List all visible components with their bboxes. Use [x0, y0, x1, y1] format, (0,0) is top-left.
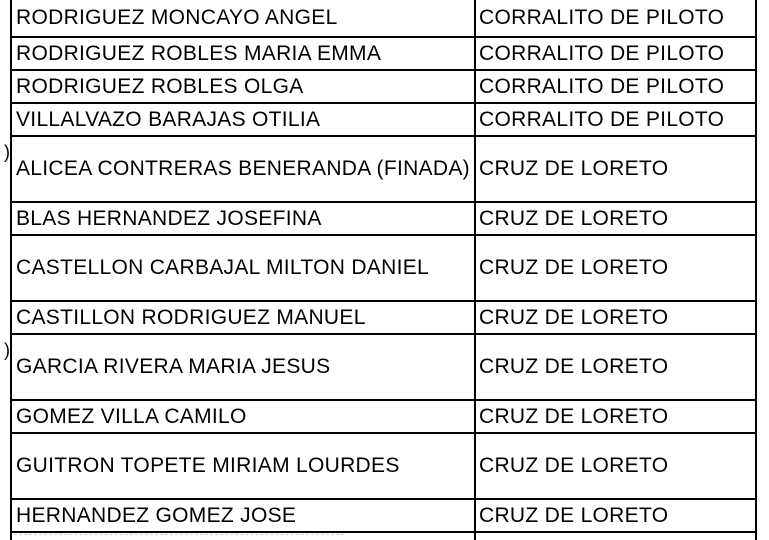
- locality-cell: CRUZ DE LORETO: [479, 503, 669, 527]
- stray-mark: ): [4, 340, 10, 360]
- table-row: [10, 236, 757, 302]
- table-row: [10, 434, 757, 500]
- locality-cell: CRUZ DE LORETO: [479, 355, 669, 378]
- name-cell: HERNANDEZ GOMEZ JOSE: [16, 503, 297, 527]
- locality-cell: CRUZ DE LORETO: [479, 404, 669, 428]
- locality-cell: CORRALITO DE PILOTO: [479, 41, 725, 65]
- table-row: [10, 401, 757, 434]
- name-cell: CASTILLON RODRIGUEZ MANUEL: [16, 305, 366, 329]
- next-row-fragment: [14, 534, 344, 540]
- table-row: [10, 71, 757, 104]
- table-row: [10, 500, 757, 533]
- locality-cell: CORRALITO DE PILOTO: [479, 74, 725, 98]
- name-cell: RODRIGUEZ ROBLES OLGA: [16, 74, 304, 98]
- column-border-middle: [474, 0, 476, 540]
- name-cell: VILLALVAZO BARAJAS OTILIA: [16, 107, 321, 131]
- locality-cell: CRUZ DE LORETO: [479, 206, 669, 230]
- table-row: [4, 335, 757, 401]
- locality-cell: CRUZ DE LORETO: [479, 256, 669, 279]
- name-cell: ALICEA CONTRERAS BENERANDA (FINADA): [16, 157, 470, 180]
- locality-cell: CORRALITO DE PILOTO: [479, 6, 725, 29]
- name-cell: GUITRON TOPETE MIRIAM LOURDES: [16, 454, 400, 477]
- column-border-right: [755, 0, 757, 540]
- locality-cell: CRUZ DE LORETO: [479, 454, 669, 477]
- table-row: [10, 0, 757, 38]
- locality-cell: CRUZ DE LORETO: [479, 157, 669, 180]
- column-border-left: [10, 0, 12, 540]
- name-cell: GARCIA RIVERA MARIA JESUS: [16, 355, 331, 378]
- table-row: [10, 203, 757, 236]
- name-cell: RODRIGUEZ ROBLES MARIA EMMA: [16, 41, 382, 65]
- locality-cell: CRUZ DE LORETO: [479, 305, 669, 329]
- stray-mark: ): [4, 142, 10, 162]
- name-cell: RODRIGUEZ MONCAYO ANGEL: [16, 6, 338, 29]
- table-row: [10, 38, 757, 71]
- name-cell: CASTELLON CARBAJAL MILTON DANIEL: [16, 256, 429, 279]
- table-row: [10, 104, 757, 137]
- table-row: [10, 302, 757, 335]
- locality-cell: CORRALITO DE PILOTO: [479, 107, 725, 131]
- table-row: [4, 137, 757, 203]
- name-cell: GOMEZ VILLA CAMILO: [16, 404, 247, 428]
- name-cell: BLAS HERNANDEZ JOSEFINA: [16, 206, 322, 230]
